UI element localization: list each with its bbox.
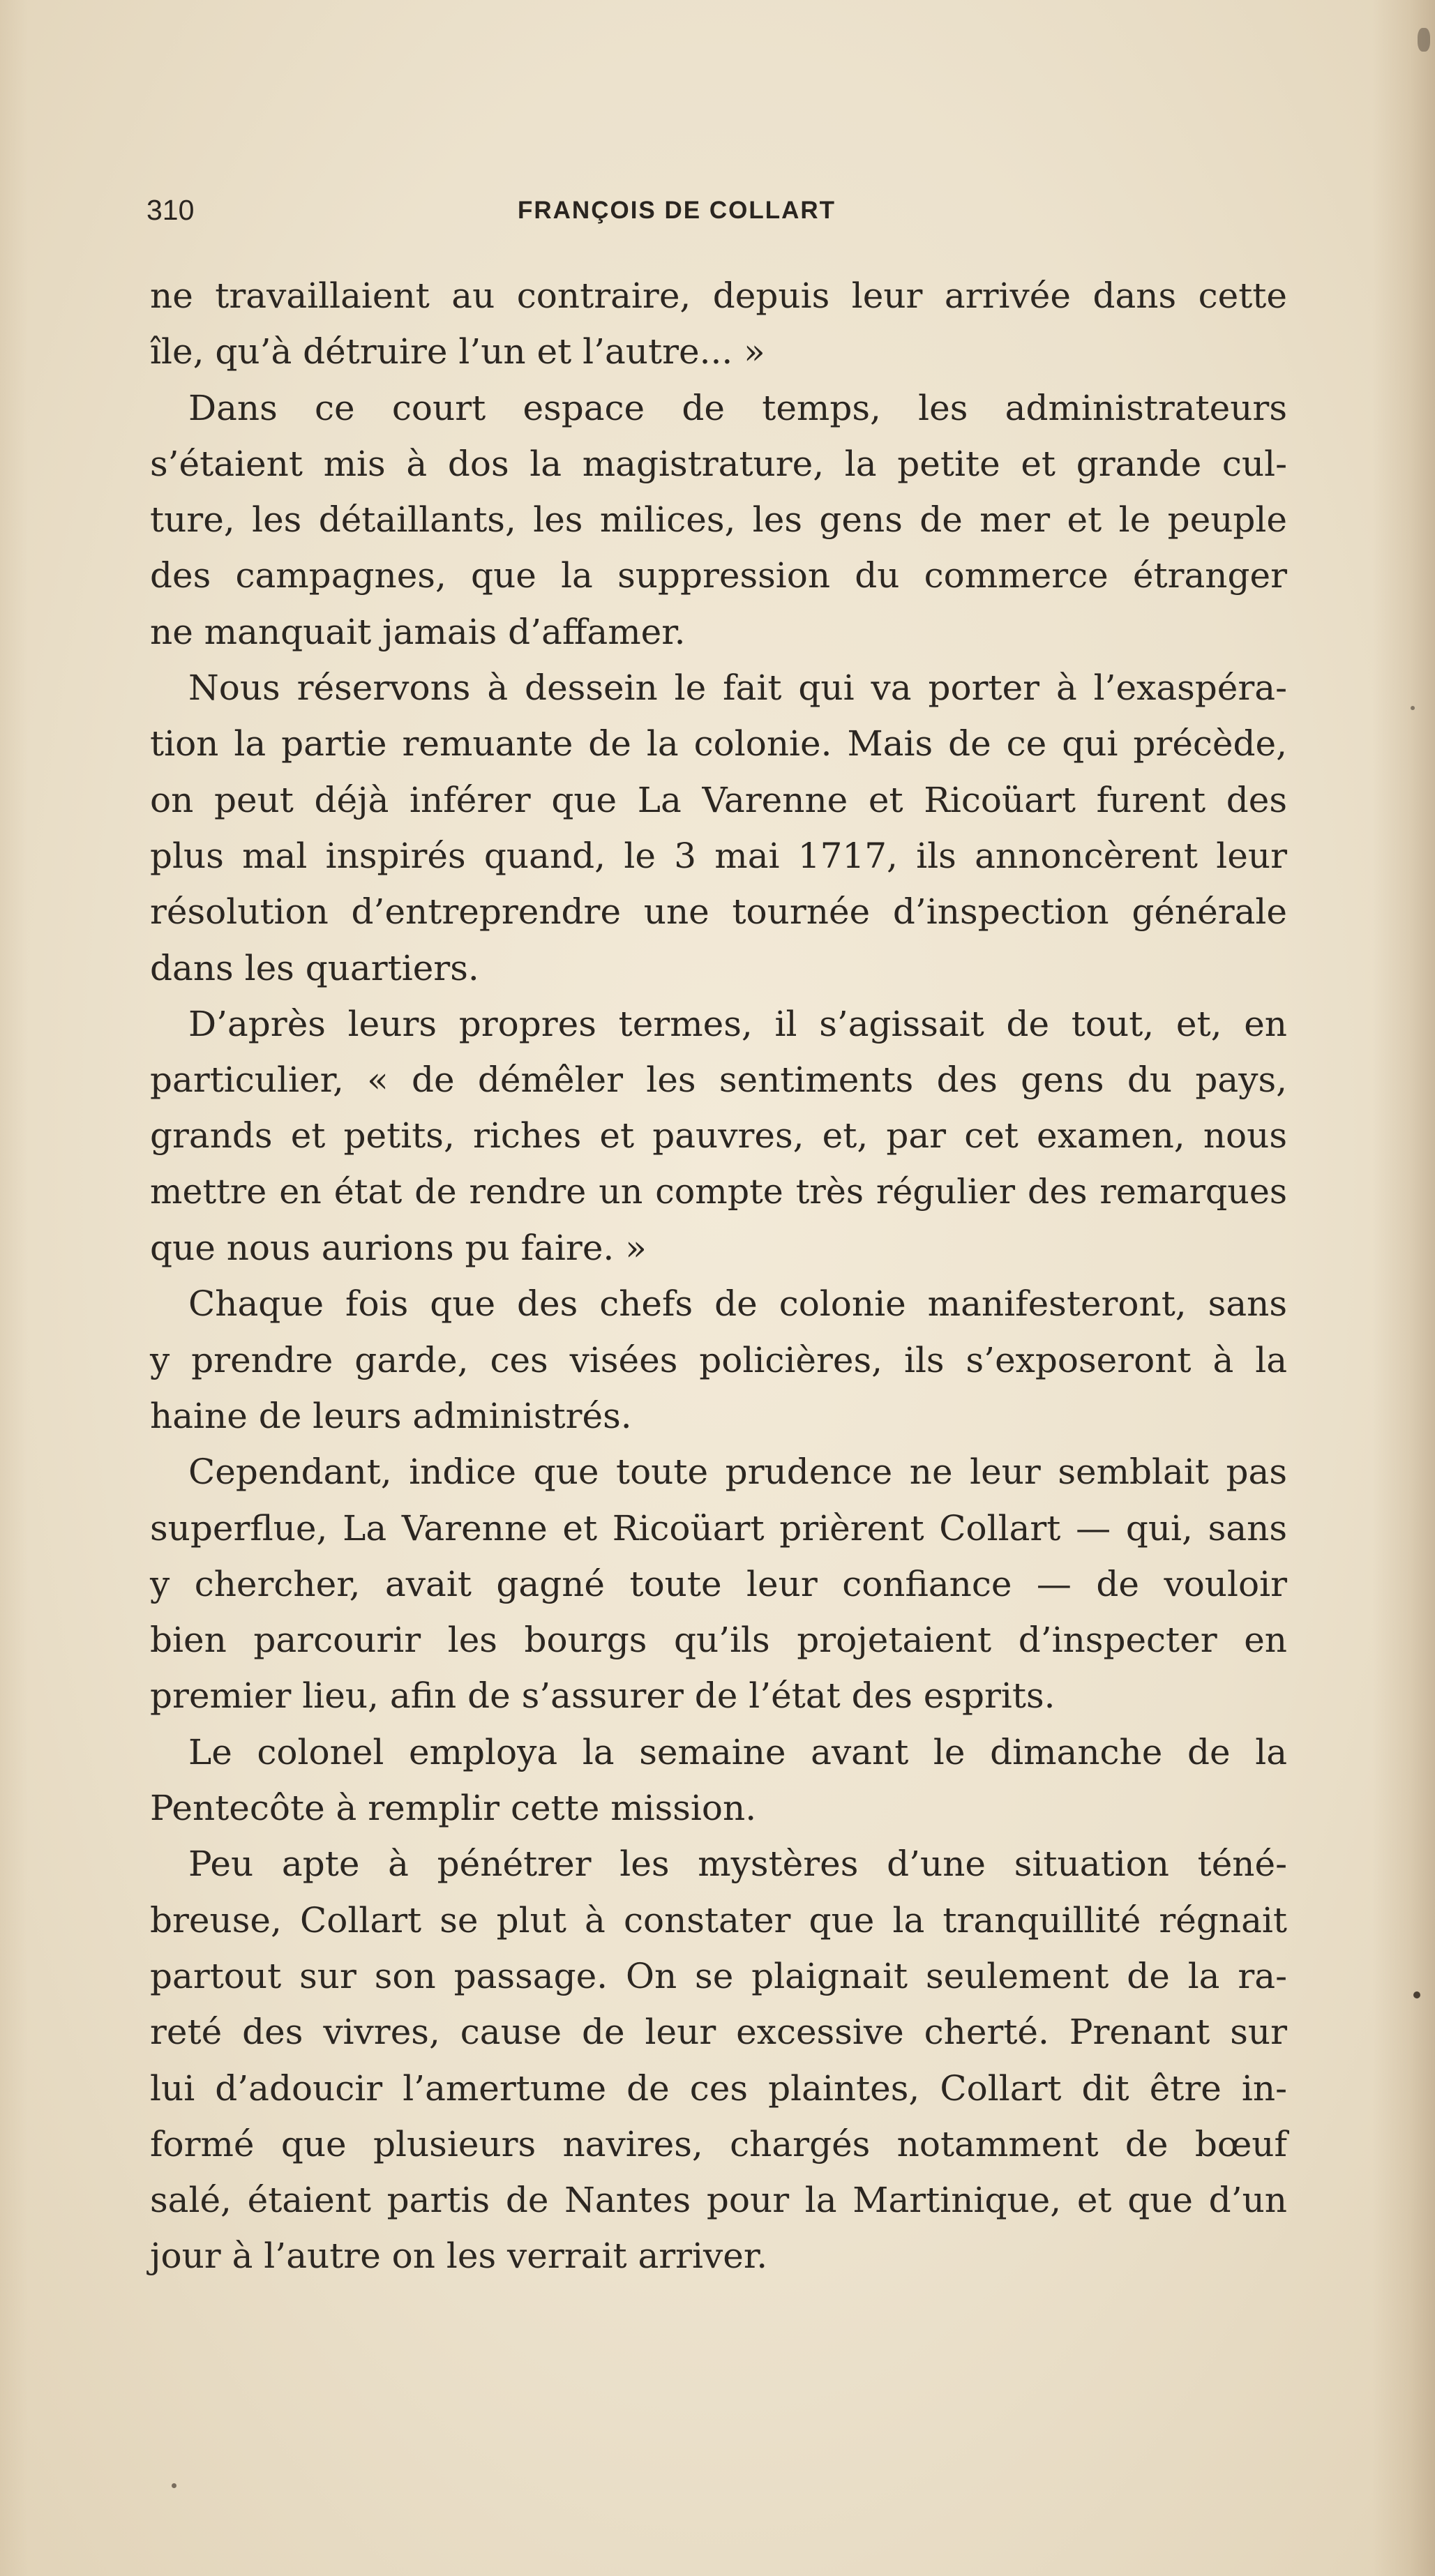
- text-line: lui d’adoucir l’amertume de ces plaintes, Collart dit être in-: [150, 2067, 1287, 2109]
- text-line: Le colonel employa la semaine avant le dimanche de la: [188, 1731, 1287, 1772]
- paper-speck: [172, 2483, 176, 2488]
- text-line: ne manquait jamais d’affamer.: [150, 611, 686, 652]
- text-line: grands et petits, riches et pauvres, et, par cet examen, nous: [150, 1115, 1287, 1157]
- text-line: ture, les détaillants, les milices, les gens de mer et le peuple: [150, 499, 1287, 541]
- text-line: formé que plusieurs navires, chargés notamment de bœuf: [150, 2123, 1287, 2164]
- text-line: Pentecôte à remplir cette mission.: [150, 1788, 757, 1829]
- text-line: plus mal inspirés quand, le 3 mai 1717, ils annoncèrent leur: [150, 835, 1287, 876]
- text-line: y chercher, avait gagné toute leur confiance — de vouloir: [150, 1563, 1287, 1604]
- text-line: Peu apte à pénétrer les mystères d’une situation téné-: [188, 1844, 1287, 1885]
- text-line: bien parcourir les bourgs qu’ils projetaient d’inspecter en: [150, 1620, 1287, 1661]
- text-line: premier lieu, afin de s’assurer de l’état des esprits.: [150, 1675, 1055, 1717]
- text-line: Nous réservons à dessein le fait qui va porter à l’exaspéra-: [188, 668, 1287, 709]
- text-line: Dans ce court espace de temps, les administrateurs: [188, 387, 1287, 428]
- text-line: s’étaient mis à dos la magistrature, la petite et grande cul-: [150, 443, 1287, 484]
- text-line: on peut déjà inférer que La Varenne et Ricoüart furent des: [150, 779, 1287, 820]
- text-line: île, qu’à détruire l’un et l’autre... »: [150, 331, 765, 372]
- text-line: reté des vivres, cause de leur excessive cherté. Prenant sur: [150, 2012, 1287, 2053]
- text-line: que nous aurions pu faire. »: [150, 1228, 647, 1269]
- text-line: résolution d’entreprendre une tournée d’inspection générale: [150, 891, 1287, 933]
- text-line: partout sur son passage. On se plaignait seulement de la ra-: [150, 1955, 1287, 1996]
- text-line: particulier, « de démêler les sentiments des gens du pays,: [150, 1060, 1287, 1101]
- text-line: breuse, Collart se plut à constater que la tranquillité régnait: [150, 1899, 1287, 1941]
- text-line: jour à l’autre on les verrait arriver.: [150, 2236, 768, 2277]
- page-number: 310: [146, 194, 195, 226]
- text-line: tion la partie remuante de la colonie. Mais de ce qui précède,: [150, 723, 1287, 764]
- text-line: superflue, La Varenne et Ricoüart prièrent Collart — qui, sans: [150, 1507, 1287, 1549]
- text-line: Chaque fois que des chefs de colonie manifesteront, sans: [188, 1283, 1287, 1325]
- running-head: FRANÇOIS DE COLLART: [518, 197, 836, 224]
- text-line: y prendre garde, ces visées policières, ils s’exposeront à la: [150, 1339, 1287, 1380]
- paper-speck: [1413, 1991, 1420, 1998]
- text-line: Cependant, indice que toute prudence ne leur semblait pas: [188, 1452, 1287, 1493]
- page-edge-shadow: [1372, 0, 1435, 2576]
- body-text: [150, 268, 1287, 2284]
- paper-speck: [1411, 706, 1415, 710]
- text-line: mettre en état de rendre un compte très régulier des remarques: [150, 1171, 1287, 1212]
- text-line: dans les quartiers.: [150, 947, 479, 988]
- page-edge-shadow-left: [0, 0, 28, 2576]
- page-header: [146, 194, 1291, 236]
- text-line: salé, étaient partis de Nantes pour la Martinique, et que d’un: [150, 2180, 1287, 2221]
- text-line: des campagnes, que la suppression du commerce étranger: [150, 555, 1287, 596]
- text-line: D’après leurs propres termes, il s’agissait de tout, et, en: [188, 1003, 1287, 1044]
- text-line: ne travaillaient au contraire, depuis leur arrivée dans cette: [150, 276, 1287, 316]
- paper-speck: [1418, 28, 1430, 52]
- text-line: haine de leurs administrés.: [150, 1395, 632, 1436]
